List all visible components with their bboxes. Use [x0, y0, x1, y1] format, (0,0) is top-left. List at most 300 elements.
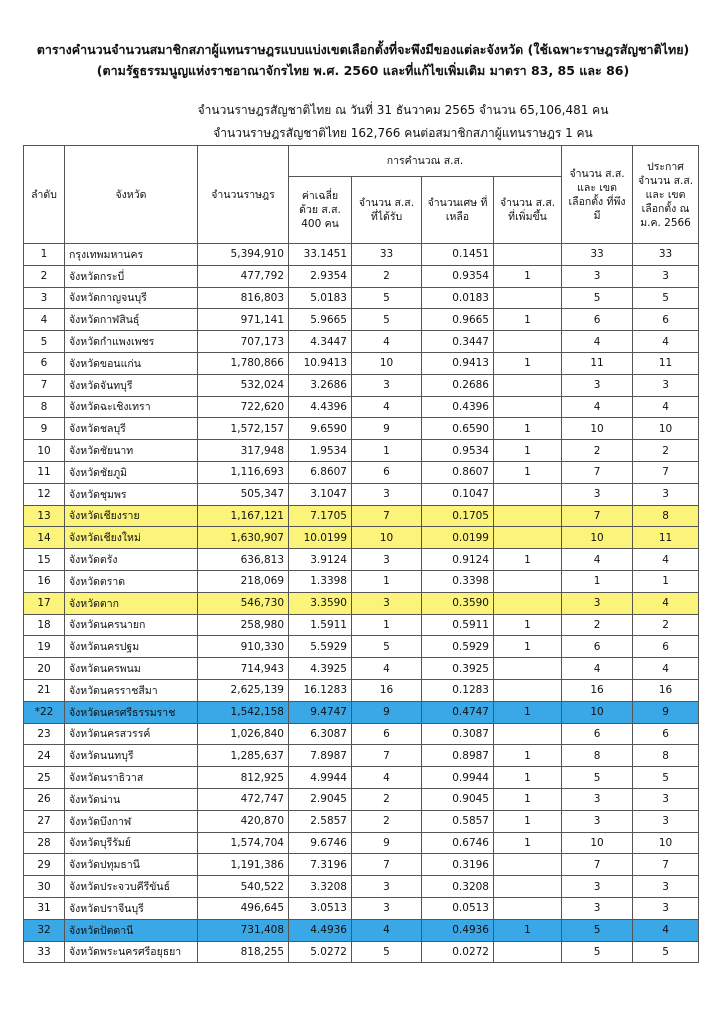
- cell-order: 23: [24, 723, 65, 745]
- document-title-line1: ตารางคำนวนจำนวนสมาชิกสภาผู้แทนราษฎรแบบแบ่งเขตเลือกตั้งที่จะพึงมีของแต่ละจังหวัด (ใช้เฉพาะราษฎรสัญชาติไทย): [36, 42, 690, 57]
- cell-received: 1: [352, 614, 422, 636]
- cell-announced: 6: [633, 636, 699, 658]
- cell-added: [494, 570, 562, 592]
- cell-announced: 8: [633, 505, 699, 527]
- cell-population: 546,730: [198, 592, 289, 614]
- cell-population: 1,167,121: [198, 505, 289, 527]
- cell-remainder: 0.5911: [422, 614, 494, 636]
- cell-province: จังหวัดพระนครศรีอยุธยา: [65, 941, 198, 963]
- cell-should-have: 5: [562, 941, 633, 963]
- cell-announced: 4: [633, 592, 699, 614]
- table-row: [24, 919, 699, 941]
- cell-average: 3.3590: [289, 592, 352, 614]
- cell-province: จังหวัดนครปฐม: [65, 636, 198, 658]
- cell-added: 1: [494, 265, 562, 287]
- cell-remainder: 0.0199: [422, 527, 494, 549]
- cell-received: 1: [352, 570, 422, 592]
- cell-province: จังหวัดนครราชสีมา: [65, 679, 198, 701]
- cell-population: 1,026,840: [198, 723, 289, 745]
- table-row: [24, 440, 699, 462]
- cell-remainder: 0.9944: [422, 767, 494, 789]
- cell-population: 910,330: [198, 636, 289, 658]
- cell-announced: 3: [633, 265, 699, 287]
- cell-announced: 6: [633, 309, 699, 331]
- table-row: [24, 767, 699, 789]
- cell-remainder: 0.9045: [422, 788, 494, 810]
- header-order: ลำดับ: [24, 146, 65, 244]
- cell-province: กรุงเทพมหานคร: [65, 244, 198, 266]
- cell-announced: 10: [633, 832, 699, 854]
- cell-received: 3: [352, 483, 422, 505]
- cell-remainder: 0.6590: [422, 418, 494, 440]
- cell-remainder: 0.1283: [422, 679, 494, 701]
- cell-order: 26: [24, 788, 65, 810]
- cell-received: 4: [352, 331, 422, 353]
- cell-announced: 8: [633, 745, 699, 767]
- cell-received: 7: [352, 505, 422, 527]
- cell-average: 5.0272: [289, 941, 352, 963]
- table-row: [24, 309, 699, 331]
- cell-population: 636,813: [198, 549, 289, 571]
- cell-should-have: 1: [562, 570, 633, 592]
- cell-population: 218,069: [198, 570, 289, 592]
- cell-province: จังหวัดน่าน: [65, 788, 198, 810]
- cell-order: 20: [24, 658, 65, 680]
- cell-population: 714,943: [198, 658, 289, 680]
- cell-added: 1: [494, 614, 562, 636]
- table-row: [24, 701, 699, 723]
- cell-should-have: 7: [562, 854, 633, 876]
- cell-remainder: 0.8607: [422, 461, 494, 483]
- cell-added: 1: [494, 810, 562, 832]
- cell-average: 9.6746: [289, 832, 352, 854]
- cell-average: 5.5929: [289, 636, 352, 658]
- cell-received: 3: [352, 592, 422, 614]
- cell-should-have: 10: [562, 701, 633, 723]
- cell-should-have: 3: [562, 810, 633, 832]
- cell-population: 532,024: [198, 374, 289, 396]
- mp-allocation-table: [23, 145, 699, 963]
- cell-population: 812,925: [198, 767, 289, 789]
- cell-remainder: 0.4747: [422, 701, 494, 723]
- cell-should-have: 2: [562, 614, 633, 636]
- cell-added: [494, 854, 562, 876]
- cell-remainder: 0.3196: [422, 854, 494, 876]
- cell-average: 7.3196: [289, 854, 352, 876]
- cell-population: 317,948: [198, 440, 289, 462]
- cell-remainder: 0.9534: [422, 440, 494, 462]
- cell-order: 8: [24, 396, 65, 418]
- cell-received: 7: [352, 854, 422, 876]
- cell-average: 7.1705: [289, 505, 352, 527]
- cell-population: 707,173: [198, 331, 289, 353]
- table-row: [24, 810, 699, 832]
- cell-received: 4: [352, 658, 422, 680]
- cell-population: 540,522: [198, 876, 289, 898]
- cell-added: 1: [494, 418, 562, 440]
- cell-received: 2: [352, 265, 422, 287]
- cell-average: 10.0199: [289, 527, 352, 549]
- population-summary: จำนวนราษฎรสัญชาติไทย ณ วันที่ 31 ธันวาคม 2565 จำนวน 65,106,481 คน: [197, 103, 609, 117]
- cell-average: 4.9944: [289, 767, 352, 789]
- header-remainder: จำนวนเศษ ที่เหลือ: [422, 177, 494, 244]
- cell-received: 16: [352, 679, 422, 701]
- cell-average: 33.1451: [289, 244, 352, 266]
- cell-announced: 3: [633, 483, 699, 505]
- cell-order: 11: [24, 461, 65, 483]
- cell-added: [494, 396, 562, 418]
- cell-announced: 2: [633, 614, 699, 636]
- cell-added: [494, 876, 562, 898]
- cell-province: จังหวัดบึงกาฬ: [65, 810, 198, 832]
- cell-remainder: 0.1705: [422, 505, 494, 527]
- cell-added: [494, 331, 562, 353]
- cell-order: 4: [24, 309, 65, 331]
- cell-added: 1: [494, 919, 562, 941]
- cell-order: 13: [24, 505, 65, 527]
- cell-should-have: 6: [562, 723, 633, 745]
- cell-received: 4: [352, 396, 422, 418]
- cell-should-have: 33: [562, 244, 633, 266]
- cell-announced: 5: [633, 767, 699, 789]
- cell-order: 24: [24, 745, 65, 767]
- cell-province: จังหวัดนครพนม: [65, 658, 198, 680]
- table-row: [24, 331, 699, 353]
- cell-province: จังหวัดกาฬสินธุ์: [65, 309, 198, 331]
- cell-province: จังหวัดกระบี่: [65, 265, 198, 287]
- cell-added: 1: [494, 309, 562, 331]
- cell-added: 1: [494, 832, 562, 854]
- cell-province: จังหวัดตาก: [65, 592, 198, 614]
- cell-order: 5: [24, 331, 65, 353]
- cell-population: 1,572,157: [198, 418, 289, 440]
- table-row: [24, 876, 699, 898]
- cell-added: [494, 592, 562, 614]
- cell-added: [494, 723, 562, 745]
- header-average: ค่าเฉลี่ย ด้วย ส.ส. 400 คน: [289, 177, 352, 244]
- table-row: [24, 592, 699, 614]
- table-row: [24, 461, 699, 483]
- table-row: [24, 570, 699, 592]
- cell-province: จังหวัดเชียงราย: [65, 505, 198, 527]
- table-row: [24, 287, 699, 309]
- cell-added: 1: [494, 767, 562, 789]
- cell-announced: 3: [633, 897, 699, 919]
- cell-should-have: 11: [562, 352, 633, 374]
- population-per-mp: จำนวนราษฎรสัญชาติไทย 162,766 คนต่อสมาชิกสภาผู้แทนราษฎร 1 คน: [213, 126, 593, 140]
- table-row: [24, 854, 699, 876]
- cell-remainder: 0.0183: [422, 287, 494, 309]
- cell-should-have: 5: [562, 767, 633, 789]
- cell-order: 28: [24, 832, 65, 854]
- cell-order: 27: [24, 810, 65, 832]
- cell-announced: 3: [633, 810, 699, 832]
- cell-received: 3: [352, 897, 422, 919]
- cell-announced: 3: [633, 788, 699, 810]
- cell-announced: 4: [633, 549, 699, 571]
- cell-province: จังหวัดนนทบุรี: [65, 745, 198, 767]
- cell-population: 1,630,907: [198, 527, 289, 549]
- cell-should-have: 3: [562, 876, 633, 898]
- cell-announced: 4: [633, 658, 699, 680]
- cell-added: 1: [494, 352, 562, 374]
- cell-order: 29: [24, 854, 65, 876]
- cell-added: [494, 679, 562, 701]
- cell-announced: 5: [633, 287, 699, 309]
- cell-remainder: 0.8987: [422, 745, 494, 767]
- table-row: [24, 788, 699, 810]
- cell-announced: 9: [633, 701, 699, 723]
- cell-should-have: 10: [562, 832, 633, 854]
- cell-received: 2: [352, 788, 422, 810]
- cell-province: จังหวัดกำแพงเพชร: [65, 331, 198, 353]
- cell-should-have: 10: [562, 418, 633, 440]
- cell-average: 2.5857: [289, 810, 352, 832]
- cell-province: จังหวัดชัยภูมิ: [65, 461, 198, 483]
- cell-should-have: 3: [562, 374, 633, 396]
- cell-order: 7: [24, 374, 65, 396]
- cell-population: 1,574,704: [198, 832, 289, 854]
- cell-population: 731,408: [198, 919, 289, 941]
- cell-announced: 3: [633, 876, 699, 898]
- cell-order: 33: [24, 941, 65, 963]
- cell-announced: 3: [633, 374, 699, 396]
- cell-average: 16.1283: [289, 679, 352, 701]
- cell-remainder: 0.9413: [422, 352, 494, 374]
- cell-province: จังหวัดจันทบุรี: [65, 374, 198, 396]
- header-calculation-group: การคำนวณ ส.ส.: [289, 146, 562, 177]
- cell-remainder: 0.9124: [422, 549, 494, 571]
- cell-average: 5.0183: [289, 287, 352, 309]
- table-row: [24, 897, 699, 919]
- table-row: [24, 636, 699, 658]
- header-should-have: จำนวน ส.ส. และ เขตเลือกตั้ง ที่พึงมี: [562, 146, 633, 244]
- cell-received: 4: [352, 767, 422, 789]
- cell-should-have: 3: [562, 592, 633, 614]
- header-added: จำนวน ส.ส. ที่เพิ่มขึ้น: [494, 177, 562, 244]
- cell-order: 14: [24, 527, 65, 549]
- cell-order: 2: [24, 265, 65, 287]
- cell-should-have: 4: [562, 549, 633, 571]
- cell-order: 30: [24, 876, 65, 898]
- table-row: [24, 679, 699, 701]
- table-row: [24, 396, 699, 418]
- cell-remainder: 0.5857: [422, 810, 494, 832]
- table-row: [24, 832, 699, 854]
- cell-received: 3: [352, 549, 422, 571]
- cell-added: [494, 505, 562, 527]
- cell-average: 4.4936: [289, 919, 352, 941]
- cell-order: 31: [24, 897, 65, 919]
- table-row: [24, 265, 699, 287]
- cell-received: 6: [352, 723, 422, 745]
- cell-should-have: 6: [562, 309, 633, 331]
- cell-province: จังหวัดนครนายก: [65, 614, 198, 636]
- cell-order: 16: [24, 570, 65, 592]
- cell-announced: 7: [633, 854, 699, 876]
- cell-order: 9: [24, 418, 65, 440]
- cell-average: 3.9124: [289, 549, 352, 571]
- cell-received: 5: [352, 941, 422, 963]
- cell-province: จังหวัดชลบุรี: [65, 418, 198, 440]
- cell-order: 32: [24, 919, 65, 941]
- cell-should-have: 3: [562, 897, 633, 919]
- cell-order: 21: [24, 679, 65, 701]
- cell-population: 477,792: [198, 265, 289, 287]
- table-row: [24, 614, 699, 636]
- table-row: [24, 658, 699, 680]
- cell-announced: 5: [633, 941, 699, 963]
- cell-province: จังหวัดประจวบคีรีขันธ์: [65, 876, 198, 898]
- header-province: จังหวัด: [65, 146, 198, 244]
- cell-added: [494, 897, 562, 919]
- cell-population: 1,191,386: [198, 854, 289, 876]
- cell-province: จังหวัดกาญจนบุรี: [65, 287, 198, 309]
- cell-should-have: 4: [562, 658, 633, 680]
- cell-announced: 7: [633, 461, 699, 483]
- cell-order: 3: [24, 287, 65, 309]
- cell-added: [494, 483, 562, 505]
- cell-average: 10.9413: [289, 352, 352, 374]
- cell-received: 5: [352, 636, 422, 658]
- cell-remainder: 0.4396: [422, 396, 494, 418]
- cell-order: 18: [24, 614, 65, 636]
- cell-order: 10: [24, 440, 65, 462]
- table-row: [24, 374, 699, 396]
- cell-received: 2: [352, 810, 422, 832]
- cell-added: 1: [494, 636, 562, 658]
- document-title-line2: (ตามรัฐธรรมนูญแห่งราชอาณาจักรไทย พ.ศ. 2560 และที่แก้ไขเพิ่มเติม มาตรา 83, 85 และ 86): [96, 63, 630, 78]
- cell-announced: 11: [633, 352, 699, 374]
- cell-remainder: 0.4936: [422, 919, 494, 941]
- cell-received: 3: [352, 374, 422, 396]
- cell-received: 5: [352, 287, 422, 309]
- cell-average: 4.3925: [289, 658, 352, 680]
- table-row: [24, 549, 699, 571]
- table-row: [24, 745, 699, 767]
- cell-announced: 33: [633, 244, 699, 266]
- cell-received: 9: [352, 701, 422, 723]
- cell-average: 3.1047: [289, 483, 352, 505]
- cell-added: [494, 658, 562, 680]
- table-row: [24, 505, 699, 527]
- cell-remainder: 0.3447: [422, 331, 494, 353]
- cell-added: 1: [494, 745, 562, 767]
- cell-remainder: 0.3925: [422, 658, 494, 680]
- cell-province: จังหวัดปัตตานี: [65, 919, 198, 941]
- cell-province: จังหวัดนครสวรรค์: [65, 723, 198, 745]
- cell-remainder: 0.1451: [422, 244, 494, 266]
- table-body: [24, 244, 699, 963]
- cell-received: 9: [352, 832, 422, 854]
- cell-order: 19: [24, 636, 65, 658]
- cell-should-have: 5: [562, 287, 633, 309]
- cell-should-have: 4: [562, 331, 633, 353]
- cell-added: [494, 941, 562, 963]
- cell-population: 472,747: [198, 788, 289, 810]
- cell-province: จังหวัดขอนแก่น: [65, 352, 198, 374]
- cell-announced: 11: [633, 527, 699, 549]
- cell-province: จังหวัดนราธิวาส: [65, 767, 198, 789]
- cell-remainder: 0.9354: [422, 265, 494, 287]
- cell-province: จังหวัดชัยนาท: [65, 440, 198, 462]
- cell-province: จังหวัดฉะเชิงเทรา: [65, 396, 198, 418]
- cell-added: 1: [494, 788, 562, 810]
- cell-received: 1: [352, 440, 422, 462]
- cell-province: จังหวัดนครศรีธรรมราช: [65, 701, 198, 723]
- cell-announced: 6: [633, 723, 699, 745]
- table-row: [24, 352, 699, 374]
- cell-announced: 4: [633, 396, 699, 418]
- cell-population: 818,255: [198, 941, 289, 963]
- cell-province: จังหวัดตรัง: [65, 549, 198, 571]
- cell-should-have: 10: [562, 527, 633, 549]
- header-population: จำนวนราษฎร: [198, 146, 289, 244]
- cell-should-have: 3: [562, 788, 633, 810]
- cell-remainder: 0.2686: [422, 374, 494, 396]
- cell-average: 3.2686: [289, 374, 352, 396]
- cell-added: [494, 374, 562, 396]
- cell-average: 2.9354: [289, 265, 352, 287]
- cell-average: 2.9045: [289, 788, 352, 810]
- cell-announced: 16: [633, 679, 699, 701]
- cell-added: 1: [494, 701, 562, 723]
- cell-order: 12: [24, 483, 65, 505]
- cell-average: 1.5911: [289, 614, 352, 636]
- cell-average: 6.8607: [289, 461, 352, 483]
- cell-population: 722,620: [198, 396, 289, 418]
- cell-received: 3: [352, 876, 422, 898]
- cell-announced: 2: [633, 440, 699, 462]
- table-row: [24, 244, 699, 266]
- cell-average: 4.4396: [289, 396, 352, 418]
- cell-added: 1: [494, 461, 562, 483]
- cell-should-have: 7: [562, 461, 633, 483]
- cell-should-have: 7: [562, 505, 633, 527]
- cell-population: 971,141: [198, 309, 289, 331]
- cell-received: 4: [352, 919, 422, 941]
- cell-average: 6.3087: [289, 723, 352, 745]
- cell-announced: 1: [633, 570, 699, 592]
- cell-remainder: 0.5929: [422, 636, 494, 658]
- cell-population: 1,780,866: [198, 352, 289, 374]
- cell-population: 258,980: [198, 614, 289, 636]
- table-row: [24, 483, 699, 505]
- cell-province: จังหวัดปราจีนบุรี: [65, 897, 198, 919]
- cell-average: 9.4747: [289, 701, 352, 723]
- cell-received: 33: [352, 244, 422, 266]
- header-received: จำนวน ส.ส. ที่ได้รับ: [352, 177, 422, 244]
- cell-received: 6: [352, 461, 422, 483]
- cell-remainder: 0.0272: [422, 941, 494, 963]
- cell-received: 10: [352, 352, 422, 374]
- table-row: [24, 418, 699, 440]
- table-row: [24, 527, 699, 549]
- cell-order: 25: [24, 767, 65, 789]
- cell-should-have: 8: [562, 745, 633, 767]
- cell-remainder: 0.1047: [422, 483, 494, 505]
- cell-province: จังหวัดตราด: [65, 570, 198, 592]
- cell-remainder: 0.3590: [422, 592, 494, 614]
- cell-should-have: 6: [562, 636, 633, 658]
- cell-average: 4.3447: [289, 331, 352, 353]
- cell-average: 1.3398: [289, 570, 352, 592]
- cell-announced: 4: [633, 919, 699, 941]
- cell-remainder: 0.0513: [422, 897, 494, 919]
- cell-announced: 4: [633, 331, 699, 353]
- cell-order: 6: [24, 352, 65, 374]
- cell-should-have: 2: [562, 440, 633, 462]
